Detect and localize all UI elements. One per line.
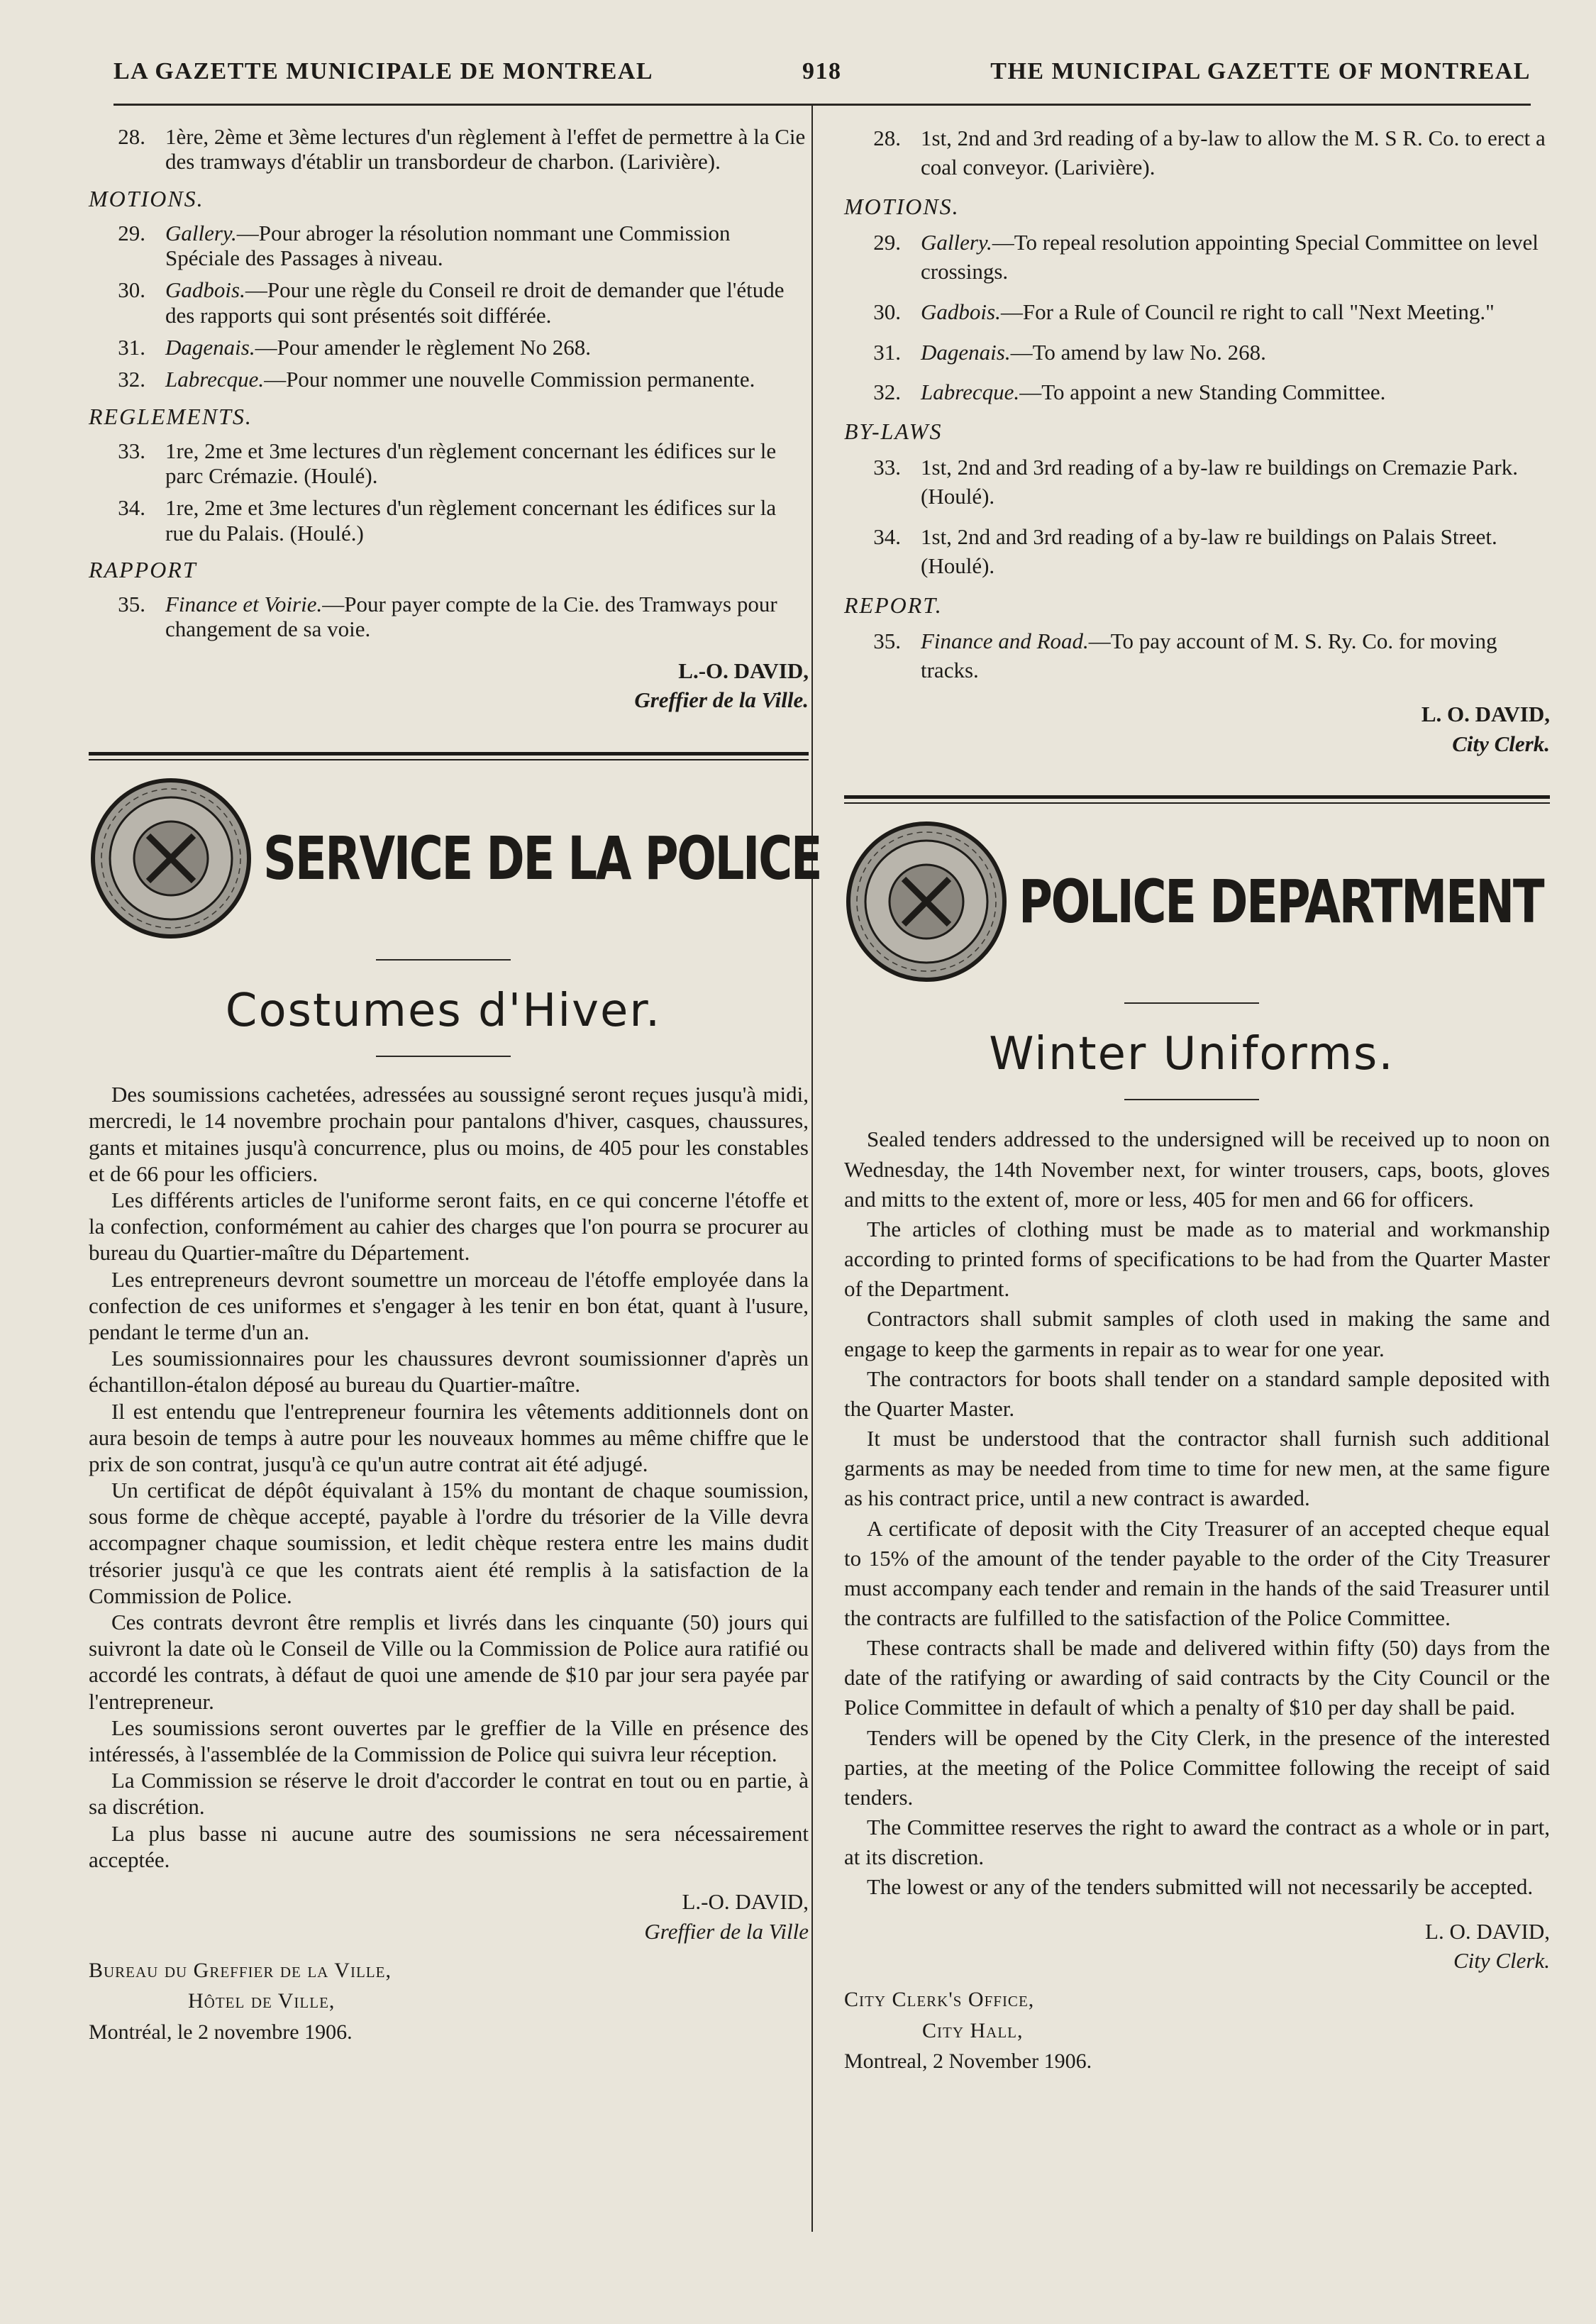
running-head xyxy=(113,58,1531,85)
item-number: 29. xyxy=(118,220,145,245)
notice-signature-title: City Clerk. xyxy=(1453,1948,1550,1974)
agenda-item xyxy=(78,367,809,392)
bylaws-heading: REGLEMENTS. xyxy=(89,403,253,429)
notice-signature-name: L. O. DAVID, xyxy=(1425,1918,1550,1944)
office-line-2: City Hall, xyxy=(922,2018,1024,2042)
notice-paragraph: Contractors shall submit samples of cloth used in making the same and engage to keep the garments in repair as to wear for one year. xyxy=(844,1306,1550,1361)
report-list xyxy=(833,627,1550,685)
notice-signature-name: L.-O. DAVID, xyxy=(682,1888,809,1914)
notice-paragraph: The articles of clothing must be made as to material and workmanship according to printed forms of specifications to be had from the Quarter Master of the Department. xyxy=(844,1216,1550,1302)
notice-paragraph: Les soumissions seront ouvertes par le greffier de la Ville en présence des intéressés, à l'assemblée de la Commission de Police qui suivra leur réception. xyxy=(89,1715,809,1766)
notice-paragraph: Les soumissionnaires pour les chaussures devront soumissionner d'après un échantillon-étalon déposé au bureau du Quartier-maître. xyxy=(89,1346,809,1398)
item-description: —To appoint a new Standing Committee. xyxy=(1019,380,1386,405)
item-text xyxy=(165,124,809,175)
notice-paragraph: Des soumissions cachetées, adressées au soussigné seront reçues jusqu'à midi, mercredi, le 14 novembre prochain pour pantalons d'hiver, casques, chaussures, gants et mitaines jusqu'à concurrence, plus ou moins, de 405 pour les constables et de 66 pour les officiers. xyxy=(89,1082,809,1186)
notice-paragraph: Les entrepreneurs devront soumettre un morceau de l'étoffe employée dans la confection de ces uniformes et s'engager à les tenir en bon état, quant à l'usure, pendant le terme d'un an. xyxy=(89,1266,809,1344)
item-number: 34. xyxy=(873,524,901,550)
item-number: 28. xyxy=(118,124,145,149)
notice-paragraph: It must be understood that the contractor shall furnish such additional garments as may be needed from time to time for new men, at the same figure as his contract price, until a new contract is awarded. xyxy=(844,1426,1550,1511)
item-mover: Gallery. xyxy=(921,229,992,255)
agenda-item xyxy=(78,277,809,328)
item-number: 35. xyxy=(118,591,145,616)
clerk-signature xyxy=(78,656,809,716)
report-heading: REPORT. xyxy=(844,592,943,618)
item-mover: Labrecque. xyxy=(921,380,1020,405)
office-line-2: Hôtel de Ville, xyxy=(188,1989,336,2013)
item-text xyxy=(921,453,1550,511)
department-title: POLICE DEPARTMENT xyxy=(1019,867,1544,937)
item-text xyxy=(165,592,809,642)
item-text xyxy=(165,367,809,392)
item-number: 35. xyxy=(873,628,901,653)
item-text xyxy=(921,228,1550,287)
item-description: —Pour payer compte de la Cie. des Tramways pour changement de sa voie. xyxy=(165,591,777,642)
item-description: —Pour une règle du Conseil re droit de demander que l'étude des rapports qui sont présentés soit différée. xyxy=(165,277,785,328)
agenda-item xyxy=(833,228,1550,287)
city-seal-icon xyxy=(844,819,1009,984)
item-number: 32. xyxy=(118,367,145,392)
agenda-item xyxy=(833,523,1550,581)
city-seal-icon xyxy=(89,776,253,941)
item-number: 34. xyxy=(118,495,145,521)
item-description: —Pour amender le règlement No 268. xyxy=(255,334,592,360)
signature-name: L.-O. DAVID, xyxy=(678,658,809,683)
agenda-item xyxy=(833,338,1550,367)
signature-title: City Clerk. xyxy=(1452,731,1550,756)
notice-paragraph: The contractors for boots shall tender on a standard sample deposited with the Quarter Master. xyxy=(844,1366,1550,1421)
item-text xyxy=(921,338,1550,367)
notice-paragraph: Tenders will be opened by the City Clerk, in the presence of the interested parties, at the meeting of the Police Committee following the receipt of said tenders. xyxy=(844,1725,1550,1810)
clerk-signature xyxy=(833,699,1550,759)
signature-title: Greffier de la Ville. xyxy=(634,687,809,713)
header-right-title: THE MUNICIPAL GAZETTE OF MONTREAL xyxy=(990,58,1531,84)
notice-paragraph: Sealed tenders addressed to the undersigned will be received up to noon on Wednesday, the 14th November next, for winter trousers, caps, boots, gloves and mitts to the extent of, more or less, 405 for men and 66 for officers. xyxy=(844,1127,1550,1212)
page-number: 918 xyxy=(802,58,842,84)
signature-name: L. O. DAVID, xyxy=(1421,701,1550,726)
agenda-item xyxy=(78,495,809,546)
notice-paragraph: The lowest or any of the tenders submitted will not necessarily be accepted. xyxy=(867,1874,1534,1900)
notice-title-rule xyxy=(376,1056,511,1057)
notice-paragraph: The Committee reserves the right to award the contract as a whole or in part, at its discretion. xyxy=(844,1815,1550,1870)
agenda-items-top xyxy=(833,124,1550,182)
title-rule xyxy=(376,959,511,961)
item-number: 31. xyxy=(873,339,901,365)
notice-title: Winter Uniforms. xyxy=(989,1028,1395,1081)
department-title: SERVICE DE LA POLICE xyxy=(263,824,821,894)
item-mover: Gallery. xyxy=(165,220,237,245)
notice-paragraph: La Commission se réserve le droit d'accorder le contrat en tout ou en partie, à sa discrétion. xyxy=(89,1768,809,1820)
office-line-1: City Clerk's Office, xyxy=(844,1988,1035,2012)
notice-signature-title: Greffier de la Ville xyxy=(644,1918,809,1944)
notice-title-rule xyxy=(1124,1099,1259,1100)
item-number: 32. xyxy=(873,380,901,405)
agenda-item xyxy=(833,378,1550,407)
bylaws-list xyxy=(78,438,809,546)
office-address xyxy=(844,1984,1550,2077)
bylaws-list xyxy=(833,453,1550,581)
section-divider xyxy=(844,795,1550,804)
notice-paragraph: A certificate of deposit with the City Treasurer of an accepted cheque equal to 15% of the amount of the tender payable to the order of the City Treasurer must accompany each tender and remain in the hands of the said Treasurer until the contracts are fulfilled to the satisfaction of the Police Committee. xyxy=(844,1515,1550,1630)
item-description: —To amend by law No. 268. xyxy=(1010,339,1266,365)
item-mover: Gadbois. xyxy=(921,299,1001,324)
item-text xyxy=(165,221,809,271)
notice-body xyxy=(844,1124,1550,1902)
item-number: 31. xyxy=(118,334,145,360)
item-text xyxy=(165,438,809,489)
agenda-item xyxy=(833,453,1550,511)
police-header xyxy=(89,776,821,941)
item-text xyxy=(165,277,809,328)
report-heading: RAPPORT xyxy=(89,556,197,582)
office-address xyxy=(89,1955,809,2048)
agenda-item xyxy=(78,124,809,175)
notice-paragraph: Un certificat de dépôt équivalant à 15% du montant de chaque soumission, sous forme de chèque accepté, payable à l'ordre du trésorier de la Ville devra accompagner chaque soumission, et ledit chèque restera entre les mains dudit trésorier jusqu'à ce que les contrats aient été remplis à la satisfaction de la Commission de Police. xyxy=(89,1478,809,1608)
agenda-item xyxy=(833,627,1550,685)
item-description: 1st, 2nd and 3rd reading of a by-law re buildings on Cremazie Park. (Houlé). xyxy=(921,455,1518,509)
motions-list xyxy=(833,228,1550,408)
item-text xyxy=(921,124,1550,182)
item-number: 33. xyxy=(873,455,901,480)
item-number: 29. xyxy=(873,229,901,255)
report-list xyxy=(78,592,809,642)
item-description: 1ère, 2ème et 3ème lectures d'un règlement à l'effet de permettre à la Cie des tramways d'établir un transbordeur de charbon. (Larivière). xyxy=(165,124,806,175)
item-description: —To repeal resolution appointing Special Committee on level crossings. xyxy=(921,229,1539,284)
police-header xyxy=(844,819,1550,984)
item-text xyxy=(165,335,809,360)
item-description: 1st, 2nd and 3rd reading of a by-law to allow the M. S R. Co. to erect a coal conveyor. (Larivière). xyxy=(921,126,1546,179)
item-text xyxy=(165,495,809,546)
header-rule xyxy=(113,104,1531,106)
item-description: —Pour abroger la résolution nommant une Commission Spéciale des Passages à niveau. xyxy=(165,220,731,270)
french-column xyxy=(78,124,821,2047)
item-mover: Dagenais. xyxy=(165,334,255,360)
notice-body xyxy=(89,1081,809,1873)
english-column xyxy=(833,124,1550,2077)
item-number: 30. xyxy=(873,299,901,324)
item-description: 1re, 2me et 3me lectures d'un règlement concernant les édifices sur le parc Crémazie. (Houlé). xyxy=(165,438,777,488)
notice-paragraph: La plus basse ni aucune autre des soumissions ne sera nécessairement acceptée. xyxy=(89,1820,809,1872)
item-mover: Finance and Road. xyxy=(921,628,1089,653)
bylaws-heading: BY-LAWS xyxy=(844,419,943,445)
notice-paragraph: Ces contrats devront être remplis et livrés dans les cinquante (50) jours qui suivront la date où le Conseil de Ville ou la Commission de Police aura ratifié ou accordé les contrats, à défaut de quoi une amende de $10 par jour sera payée par l'entrepreneur. xyxy=(89,1610,809,1714)
office-line-3: Montréal, le 2 novembre 1906. xyxy=(89,2020,353,2044)
title-rule xyxy=(1124,1002,1259,1004)
agenda-item xyxy=(78,221,809,271)
item-mover: Labrecque. xyxy=(165,367,265,392)
agenda-item xyxy=(78,335,809,360)
agenda-item xyxy=(78,592,809,642)
notice-paragraph: Les différents articles de l'uniforme seront faits, en ce qui concerne l'étoffe et la confection, conformément au cahier des charges que l'on pourra se procurer au bureau du Quartier-maître du Département. xyxy=(89,1188,809,1266)
agenda-items-top xyxy=(78,124,809,175)
notice-title: Costumes d'Hiver. xyxy=(225,985,662,1038)
office-line-3: Montreal, 2 November 1906. xyxy=(844,2049,1092,2074)
item-description: 1re, 2me et 3me lectures d'un règlement concernant les édifices sur la rue du Palais. (Houlé.) xyxy=(165,495,777,546)
item-number: 30. xyxy=(118,277,145,303)
notice-signature xyxy=(833,1917,1550,1976)
motions-list xyxy=(78,221,809,392)
item-description: —Pour nommer une nouvelle Commission permanente. xyxy=(264,367,755,392)
item-number: 28. xyxy=(873,126,901,150)
item-description: 1st, 2nd and 3rd reading of a by-law re buildings on Palais Street. (Houlé). xyxy=(921,524,1497,579)
item-text xyxy=(921,298,1550,327)
item-text xyxy=(921,523,1550,581)
item-number: 33. xyxy=(118,438,145,463)
agenda-item xyxy=(833,124,1550,182)
notice-signature xyxy=(78,1887,809,1947)
column-divider xyxy=(811,104,813,2232)
notice-paragraph: Il est entendu que l'entrepreneur fournira les vêtements additionnels dont on aura besoin de temps à autre pour les nouveaux hommes au même chiffre que le prix de son contrat, jusqu'à ce qu'un autre contrat ait été adjugé. xyxy=(89,1398,809,1476)
motions-heading: MOTIONS. xyxy=(844,193,960,219)
agenda-item xyxy=(833,298,1550,327)
header-left-title: LA GAZETTE MUNICIPALE DE MONTREAL xyxy=(113,58,654,84)
agenda-item xyxy=(78,438,809,489)
item-mover: Dagenais. xyxy=(921,339,1011,365)
item-text xyxy=(921,627,1550,685)
item-description: —To pay account of M. S. Ry. Co. for moving tracks. xyxy=(921,628,1497,682)
notice-paragraph: These contracts shall be made and delivered within fifty (50) days from the date of the ratifying or awarding of said contracts by the City Council or the Police Committee in default of which a penalty of $10 per day shall be paid. xyxy=(844,1635,1550,1720)
motions-heading: MOTIONS. xyxy=(89,185,204,211)
item-mover: Gadbois. xyxy=(165,277,245,303)
office-line-1: Bureau du Greffier de la Ville, xyxy=(89,1958,392,1982)
section-divider xyxy=(89,752,809,760)
item-text xyxy=(921,378,1550,407)
item-description: —For a Rule of Council re right to call "Next Meeting." xyxy=(1000,299,1495,324)
item-mover: Finance et Voirie. xyxy=(165,591,323,616)
